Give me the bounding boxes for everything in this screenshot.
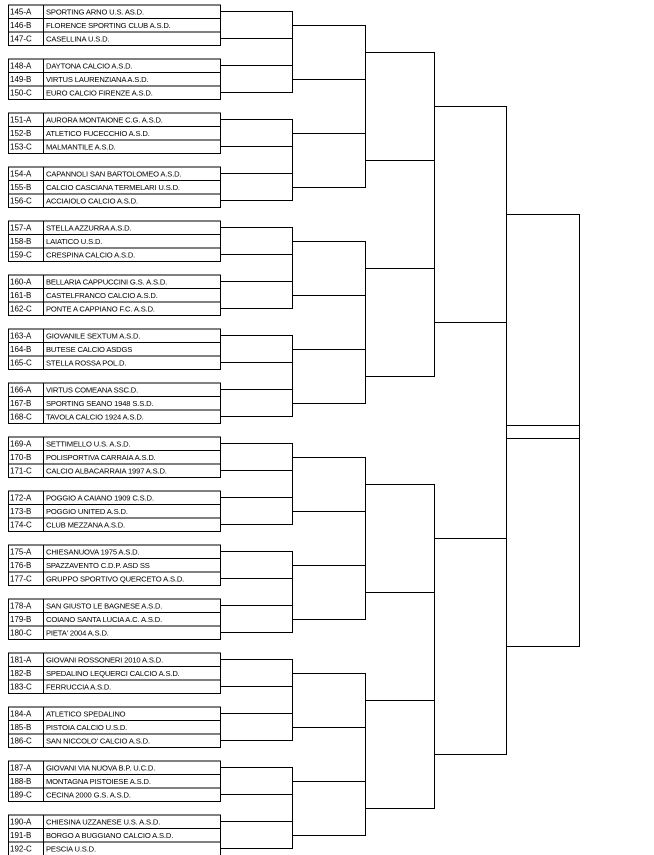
team-row <box>9 734 221 748</box>
team-code: 180-C <box>10 628 32 638</box>
team-row <box>9 491 221 505</box>
round-1-bracket <box>221 606 293 633</box>
bracket-lines <box>221 12 580 849</box>
team-name: CHIESANUOVA 1975 A.S.D. <box>46 547 140 557</box>
team-name: ACCIAIOLO CALCIO A.S.D. <box>46 196 138 206</box>
team-name: POGGIO A CAIANO 1909 C.S.D. <box>46 493 154 503</box>
round-2-bracket <box>293 134 366 188</box>
team-row <box>9 248 221 262</box>
team-row <box>9 518 221 532</box>
round-3-bracket <box>366 485 435 593</box>
team-code: 155-B <box>10 183 32 192</box>
team-row <box>9 343 221 357</box>
team-name: SPORTING ARNO U.S. AS.D. <box>46 7 144 17</box>
team-row <box>9 829 221 843</box>
team-name: POLISPORTIVA CARRAIA A.S.D. <box>46 453 156 462</box>
team-row <box>9 815 221 829</box>
team-code: 162-C <box>10 304 32 314</box>
team-row <box>9 397 221 411</box>
team-name: VIRTUS COMEANA SSC.D. <box>46 385 139 395</box>
team-code: 179-B <box>10 615 32 624</box>
team-name: SPAZZAVENTO C.D.P. ASD SS <box>46 561 150 570</box>
team-name: BUTESE CALCIO ASDGS <box>46 345 133 354</box>
winner-slot <box>507 426 580 439</box>
team-row <box>9 275 221 289</box>
team-name: AURORA MONTAIONE C.G. A.S.D. <box>46 115 163 125</box>
team-code: 176-B <box>10 561 32 570</box>
team-name: CASTELFRANCO CALCIO A.S.D. <box>46 291 158 300</box>
team-code: 167-B <box>10 399 32 408</box>
team-name: PISTOIA CALCIO U.S.D. <box>46 723 128 732</box>
team-name: STELLA ROSSA POL.D. <box>46 358 127 368</box>
team-code: 159-C <box>10 250 32 260</box>
team-name: CECINA 2000 G.S. A.S.D. <box>46 790 131 800</box>
round-3-bracket <box>366 269 435 377</box>
team-name: GIOVANI ROSSONERI 2010 A.S.D. <box>46 655 164 665</box>
team-code: 188-B <box>10 777 32 786</box>
team-name: STELLA AZZURRA A.S.D. <box>46 223 132 233</box>
round-2-bracket <box>293 350 366 404</box>
round-1-bracket <box>221 552 293 579</box>
round-1-bracket <box>221 282 293 309</box>
team-name: ATLETICO SPEDALINO <box>46 709 126 719</box>
team-row <box>9 167 221 181</box>
team-code: 169-A <box>10 439 32 449</box>
team-row <box>9 707 221 721</box>
team-code: 192-C <box>10 844 32 854</box>
team-row <box>9 599 221 613</box>
team-code: 150-C <box>10 88 32 98</box>
team-code: 178-A <box>10 601 32 611</box>
team-row <box>9 289 221 303</box>
team-code: 177-C <box>10 574 32 584</box>
team-row-box <box>9 32 221 46</box>
team-code: 154-A <box>10 169 32 179</box>
team-name: MALMANTILE A.S.D. <box>46 142 116 152</box>
team-name: SAN GIUSTO LE BAGNESE A.S.D. <box>46 601 163 611</box>
team-code: 146-B <box>10 21 32 30</box>
team-row <box>9 410 221 424</box>
team-code: 145-A <box>10 7 32 17</box>
round-1-bracket <box>221 444 293 471</box>
team-code: 164-B <box>10 345 32 354</box>
team-code: 171-C <box>10 466 32 476</box>
team-row <box>9 572 221 586</box>
team-code: 161-B <box>10 291 32 300</box>
team-code: 181-A <box>10 655 32 665</box>
team-name: SAN NICCOLO' CALCIO A.S.D. <box>46 736 150 746</box>
team-code: 165-C <box>10 358 32 368</box>
team-row <box>9 613 221 627</box>
team-row <box>9 19 221 33</box>
round-1-bracket <box>221 228 293 255</box>
team-row <box>9 505 221 519</box>
team-name: GIOVANI VIA NUOVA B.P. U.C.D. <box>46 763 156 773</box>
team-name: MONTAGNA PISTOIESE A.S.D. <box>46 777 151 786</box>
team-code: 186-C <box>10 736 32 746</box>
round-1-bracket <box>221 768 293 795</box>
team-name: SETTIMELLO U.S. A.S.D. <box>46 439 131 449</box>
team-code: 160-A <box>10 277 32 287</box>
round-1-bracket <box>221 12 293 39</box>
round-1-bracket <box>221 120 293 147</box>
team-list <box>9 5 221 855</box>
team-code: 163-A <box>10 331 32 341</box>
team-name: EURO CALCIO FIRENZE A.S.D. <box>46 88 153 98</box>
team-code: 153-C <box>10 142 32 152</box>
team-row <box>9 5 221 19</box>
team-row <box>9 86 221 100</box>
round-4-bracket <box>435 107 507 323</box>
team-row <box>9 451 221 465</box>
team-name: PONTE A CAPPIANO F.C. A.S.D. <box>46 304 155 314</box>
team-name: VIRTUS LAURENZIANA A.S.D. <box>46 75 149 84</box>
team-name: ATLETICO FUCECCHIO A.S.D. <box>46 129 150 138</box>
team-row <box>9 235 221 249</box>
round-1-bracket <box>221 174 293 201</box>
final-bracket <box>507 215 580 647</box>
team-name: FLORENCE SPORTING CLUB A.S.D. <box>46 21 171 30</box>
team-code: 149-B <box>10 75 32 84</box>
team-code: 182-B <box>10 669 32 678</box>
team-code: 170-B <box>10 453 32 462</box>
team-code: 190-A <box>10 817 32 827</box>
team-name: DAYTONA CALCIO A.S.D. <box>46 61 133 71</box>
team-name: CLUB MEZZANA A.S.D. <box>46 520 126 530</box>
team-code: 183-C <box>10 682 32 692</box>
round-2-bracket <box>293 458 366 512</box>
team-code: 158-B <box>10 237 32 246</box>
round-1-bracket <box>221 336 293 363</box>
team-name: CALCIO CASCIANA TERMELARI U.S.D. <box>46 183 180 192</box>
round-1-bracket <box>221 660 293 687</box>
team-name: CASELLINA U.S.D. <box>46 34 110 44</box>
team-row <box>9 667 221 681</box>
team-row <box>9 32 221 46</box>
team-name: BELLARIA CAPPUCCINI G.S. A.S.D. <box>46 277 168 287</box>
team-row <box>9 761 221 775</box>
team-name: BORGO A BUGGIANO CALCIO A.S.D. <box>46 831 174 840</box>
round-2-bracket <box>293 566 366 620</box>
round-1-bracket <box>221 66 293 93</box>
team-name: CAPANNOLI SAN BARTOLOMEO A.S.D. <box>46 169 182 179</box>
team-row-box <box>9 235 221 249</box>
round-3-bracket <box>366 53 435 161</box>
team-name: TAVOLA CALCIO 1924 A.S.D. <box>46 412 144 422</box>
team-row <box>9 626 221 640</box>
team-code: 174-C <box>10 520 32 530</box>
team-code: 187-A <box>10 763 32 773</box>
team-name: POGGIO UNITED A.S.D. <box>46 507 128 516</box>
team-code: 152-B <box>10 129 32 138</box>
team-code: 156-C <box>10 196 32 206</box>
round-2-bracket <box>293 242 366 296</box>
team-row <box>9 721 221 735</box>
team-row <box>9 680 221 694</box>
team-row <box>9 775 221 789</box>
team-code: 185-B <box>10 723 32 732</box>
team-name: FERRUCCIA A.S.D. <box>46 682 112 692</box>
team-row <box>9 59 221 73</box>
team-row <box>9 437 221 451</box>
team-code: 173-B <box>10 507 32 516</box>
team-name: COIANO SANTA LUCIA A.C. A.S.D. <box>46 615 163 624</box>
team-name: PIETA' 2004 A.S.D. <box>46 628 109 638</box>
round-2-bracket <box>293 674 366 728</box>
team-row <box>9 545 221 559</box>
team-code: 147-C <box>10 34 32 44</box>
team-name: PESCIA U.S.D. <box>46 844 96 854</box>
team-code: 184-A <box>10 709 32 719</box>
team-code: 191-B <box>10 831 32 840</box>
team-row <box>9 140 221 154</box>
team-name: GRUPPO SPORTIVO QUERCETO A.S.D. <box>46 574 185 584</box>
team-name: GIOVANILE SEXTUM A.S.D. <box>46 331 141 341</box>
team-code: 157-A <box>10 223 32 233</box>
round-2-bracket <box>293 26 366 80</box>
team-row <box>9 127 221 141</box>
team-row <box>9 383 221 397</box>
round-1-bracket <box>221 822 293 849</box>
team-row <box>9 464 221 478</box>
team-row <box>9 788 221 802</box>
team-name: CHIESINA UZZANESE U.S. A.S.D. <box>46 817 161 827</box>
team-row-box <box>9 842 221 855</box>
team-row-box <box>9 626 221 640</box>
team-row-box <box>9 680 221 694</box>
team-row <box>9 356 221 370</box>
team-name: CALCIO ALBACARRAIA 1997 A.S.D. <box>46 466 167 476</box>
team-code: 172-A <box>10 493 32 503</box>
team-row <box>9 181 221 195</box>
round-1-bracket <box>221 714 293 741</box>
team-code: 148-A <box>10 61 32 71</box>
team-row <box>9 329 221 343</box>
team-code: 151-A <box>10 115 32 125</box>
round-1-bracket <box>221 498 293 525</box>
team-row <box>9 194 221 208</box>
team-row <box>9 113 221 127</box>
round-4-bracket <box>435 539 507 755</box>
team-row <box>9 73 221 87</box>
team-name: SPEDALINO LEQUERCI CALCIO A.S.D. <box>46 669 180 678</box>
team-name: LAIATICO U.S.D. <box>46 237 103 246</box>
team-row <box>9 559 221 573</box>
team-name: CRESPINA CALCIO A.S.D. <box>46 250 136 260</box>
team-code: 166-A <box>10 385 32 395</box>
team-row <box>9 842 221 855</box>
team-code: 168-C <box>10 412 32 422</box>
round-3-bracket <box>366 701 435 809</box>
team-row <box>9 221 221 235</box>
team-name: SPORTING SEANO 1948 S.S.D. <box>46 399 154 408</box>
team-code: 175-A <box>10 547 32 557</box>
team-row <box>9 302 221 316</box>
round-1-bracket <box>221 390 293 417</box>
team-row <box>9 653 221 667</box>
team-code: 189-C <box>10 790 32 800</box>
round-2-bracket <box>293 782 366 836</box>
